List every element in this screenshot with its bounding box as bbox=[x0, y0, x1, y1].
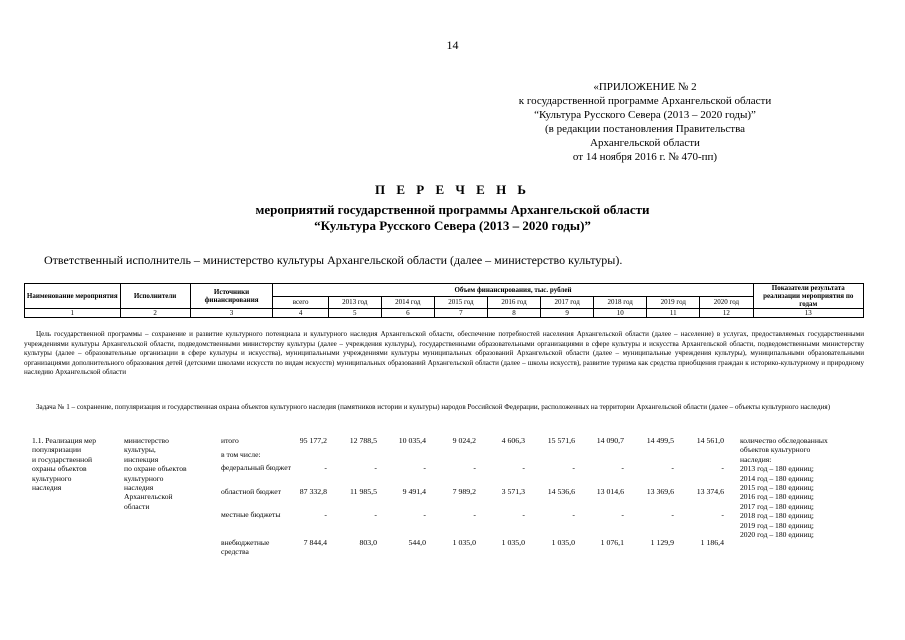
funding-value: 13 014,6 bbox=[596, 487, 624, 496]
funding-value: - bbox=[522, 510, 525, 519]
program-task bbox=[24, 403, 864, 413]
title-line: мероприятий государственной программы Архангельской области bbox=[255, 202, 650, 217]
appendix-line: к государственной программе Архангельской области bbox=[518, 95, 772, 107]
result-line: наследия: bbox=[740, 454, 772, 464]
executor-line: наследия bbox=[124, 483, 154, 493]
funding-value: 95 177,2 bbox=[299, 436, 327, 445]
header-activity: Наименование мероприятия bbox=[25, 284, 121, 309]
appendix-line: Архангельской области bbox=[590, 137, 700, 149]
goal-text: Цель государственной программы – сохранение и развитие культурного потенциала и культурного наследия Архангельской области, обеспечение потребностей населения Архангельской области (далее – население) в услугах, предоставляемых государственными учреждениями культуры Архангельской области, подведомственными министерству культуры (далее – учреждения культуры), государственными образовательными организациями в сфере культуры и искусства Архангельской области, подведомственными министерству культуры (далее – образовательные организации в сфере культуры и искусства), муниципальными учреждениями культуры муниципальных образований Архангельской области (далее – муниципальные учреждения культуры), муниципальными образовательными организациями дополнительного образования детей (детскими школами искусств по видам искусств) муниципальных образований Архангельской области (далее – школы искусств), развитие туризма как средства приобщения граждан к историко-культурному и природному наследию Архангельской области bbox=[24, 330, 864, 377]
result-line: 2018 год – 180 единиц; bbox=[740, 511, 814, 521]
funding-source: внебюджетные средства bbox=[221, 538, 270, 557]
funding-value: - bbox=[374, 510, 377, 519]
funding-value: 9 024,2 bbox=[452, 436, 476, 445]
result-line: количество обследованных bbox=[740, 436, 828, 445]
header-year: 2013 год bbox=[328, 296, 381, 309]
header-year: 2014 год bbox=[381, 296, 434, 309]
result-line: 2014 год – 180 единиц; bbox=[740, 473, 814, 483]
funding-value: 10 035,4 bbox=[398, 436, 426, 445]
executor-cell bbox=[124, 436, 206, 511]
funding-value: 7 844,4 bbox=[303, 538, 327, 547]
activity-line: охраны объектов bbox=[32, 464, 87, 474]
column-number: 2 bbox=[120, 309, 190, 318]
funding-value: 14 499,5 bbox=[646, 436, 674, 445]
header-year: 2015 год bbox=[434, 296, 487, 309]
funding-value: 13 374,6 bbox=[696, 487, 724, 496]
funding-value: 544,0 bbox=[408, 538, 426, 547]
column-number: 13 bbox=[753, 309, 863, 318]
header-executors: Исполнители bbox=[120, 284, 190, 309]
funding-source: местные бюджеты bbox=[221, 510, 281, 519]
document-heading: П Е Р Е Ч Е Н Ь bbox=[374, 182, 531, 197]
funding-value: 1 035,0 bbox=[501, 538, 525, 547]
column-number: 3 bbox=[190, 309, 273, 318]
funding-value: 13 369,6 bbox=[646, 487, 674, 496]
funding-source: в том числе: bbox=[221, 450, 261, 459]
funding-value: - bbox=[572, 510, 575, 519]
result-line: объектов культурного bbox=[740, 445, 811, 455]
column-number: 9 bbox=[541, 309, 594, 318]
column-number: 8 bbox=[487, 309, 540, 318]
funding-value: 9 491,4 bbox=[402, 487, 426, 496]
executor-line: культуры, bbox=[124, 445, 156, 455]
column-number: 7 bbox=[434, 309, 487, 318]
column-number: 10 bbox=[594, 309, 647, 318]
funding-value: 1 186,4 bbox=[700, 538, 724, 547]
result-line: 2016 год – 180 единиц; bbox=[740, 492, 814, 502]
funding-value: 3 571,3 bbox=[501, 487, 525, 496]
activity-line: популяризации bbox=[32, 445, 82, 455]
funding-value: - bbox=[522, 463, 525, 472]
funding-value: 1 035,0 bbox=[452, 538, 476, 547]
funding-value: - bbox=[423, 510, 426, 519]
page-number: 14 bbox=[446, 38, 459, 52]
funding-value: 803,0 bbox=[359, 538, 377, 547]
funding-value: - bbox=[374, 463, 377, 472]
column-number: 5 bbox=[328, 309, 381, 318]
funding-source: областной бюджет bbox=[221, 487, 281, 496]
appendix-line: (в редакции постановления Правительства bbox=[544, 123, 746, 135]
funding-value: - bbox=[324, 463, 327, 472]
column-number: 12 bbox=[700, 309, 753, 318]
header-year: 2018 год bbox=[594, 296, 647, 309]
result-line: 2015 год – 180 единиц; bbox=[740, 483, 814, 493]
executor-line: культурного bbox=[124, 473, 164, 483]
column-number: 1 bbox=[25, 309, 121, 318]
header-funding: Объем финансирования, тыс. рублей bbox=[273, 284, 753, 297]
funding-value: - bbox=[621, 510, 624, 519]
header-sources: Источники финансирования bbox=[190, 284, 273, 309]
funding-value: - bbox=[473, 510, 476, 519]
title-line: “Культура Русского Севера (2013 – 2020 годы)” bbox=[314, 218, 591, 233]
header-results: Показатели результата реализации мероприятия по годам bbox=[753, 284, 863, 309]
result-line: 2019 год – 180 единиц; bbox=[740, 520, 814, 530]
funding-value: 11 985,5 bbox=[350, 487, 377, 496]
task-text: Задача № 1 – сохранение, популяризация и государственная охрана объектов культурного наследия (памятников истории и культуры) народов Российской Федерации, расположенных на территории Архангельской области (далее – объекты культурного наследия) bbox=[36, 403, 831, 411]
header-year: 2016 год bbox=[487, 296, 540, 309]
result-cell bbox=[740, 436, 865, 539]
funding-value: 7 989,2 bbox=[452, 487, 476, 496]
funding-source: итого bbox=[221, 436, 239, 445]
funding-value: 12 788,5 bbox=[349, 436, 377, 445]
column-number: 4 bbox=[273, 309, 328, 318]
responsible-executor: Ответственный исполнитель – министерство культуры Архангельской области (далее – министерство культуры). bbox=[44, 253, 623, 267]
header-total: всего bbox=[273, 296, 328, 309]
funding-value: - bbox=[473, 463, 476, 472]
result-line: 2013 год – 180 единиц; bbox=[740, 464, 814, 474]
funding-value: 1 129,9 bbox=[650, 538, 674, 547]
funding-value: 15 571,6 bbox=[547, 436, 575, 445]
appendix-line: «ПРИЛОЖЕНИЕ № 2 bbox=[593, 81, 697, 93]
activity-line: и государственной bbox=[32, 454, 93, 464]
funding-value: 14 090,7 bbox=[596, 436, 624, 445]
executor-line: инспекция bbox=[124, 454, 159, 464]
funding-value: 87 332,8 bbox=[299, 487, 327, 496]
activity-line: 1.1. Реализация мер bbox=[32, 436, 97, 445]
funding-value: - bbox=[423, 463, 426, 472]
appendix-line: от 14 ноября 2016 г. № 470-пп) bbox=[572, 151, 718, 163]
funding-value: - bbox=[572, 463, 575, 472]
funding-value: - bbox=[671, 510, 674, 519]
funding-value: 1 076,1 bbox=[600, 538, 624, 547]
executor-line: по охране объектов bbox=[124, 464, 187, 474]
funding-value: 4 606,3 bbox=[501, 436, 525, 445]
column-number: 6 bbox=[381, 309, 434, 318]
appendix-line: “Культура Русского Севера (2013 – 2020 годы)” bbox=[534, 109, 756, 121]
result-line: 2017 год – 180 единиц; bbox=[740, 501, 814, 511]
executor-line: области bbox=[124, 501, 150, 511]
funding-value: - bbox=[621, 463, 624, 472]
activity-line: наследия bbox=[32, 483, 62, 493]
funding-value: 1 035,0 bbox=[551, 538, 575, 547]
funding-source: федеральный бюджет bbox=[221, 463, 291, 472]
funding-value: - bbox=[721, 463, 724, 472]
result-line: 2020 год – 180 единиц; bbox=[740, 530, 814, 540]
executor-line: Архангельской bbox=[124, 492, 173, 502]
executor-line: министерство bbox=[124, 436, 169, 445]
document-title bbox=[0, 202, 905, 234]
activity-cell bbox=[32, 436, 117, 492]
table-header bbox=[24, 283, 864, 318]
header-year: 2019 год bbox=[647, 296, 700, 309]
header-year: 2020 год bbox=[700, 296, 753, 309]
header-year: 2017 год bbox=[541, 296, 594, 309]
column-number: 11 bbox=[647, 309, 700, 318]
funding-value: - bbox=[324, 510, 327, 519]
funding-value: - bbox=[671, 463, 674, 472]
funding-value: 14 536,6 bbox=[547, 487, 575, 496]
appendix-block bbox=[470, 80, 820, 164]
activity-line: культурного bbox=[32, 473, 72, 483]
funding-value: 14 561,0 bbox=[696, 436, 724, 445]
program-goal bbox=[24, 330, 864, 378]
funding-value: - bbox=[721, 510, 724, 519]
